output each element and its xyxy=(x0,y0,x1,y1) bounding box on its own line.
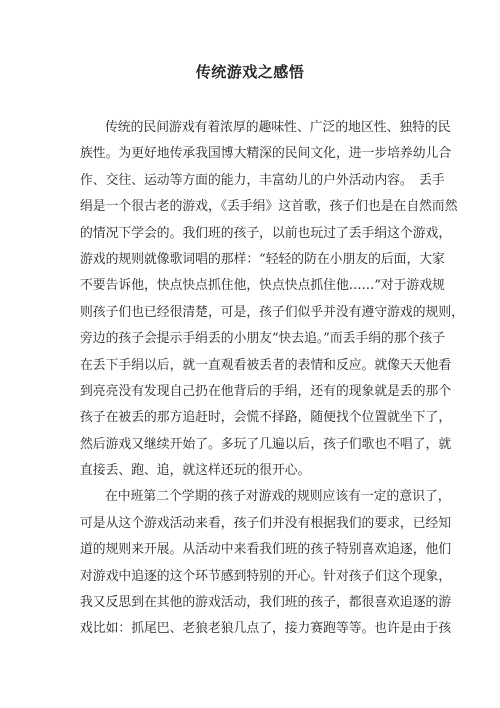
text-line: 族性。为更好地传承我国博大精深的民间文化，进一步培养幼儿合 xyxy=(80,146,452,162)
text-line: 直接丢、跑、追，就这样还玩的很开心。 xyxy=(80,463,311,479)
text-line: 在丢下手绢以后，就一直观看被丢者的表情和反应。就像天天他看 xyxy=(80,357,452,373)
text-line: 戏比如：抓尾巴、老狼老狼几点了，接力赛跑等等。也许是由于孩 xyxy=(80,621,452,637)
document-body xyxy=(80,115,464,643)
text-line: 孩子在被丢的那方追赶时，会慌不择路，随便找个位置就坐下了， xyxy=(80,410,452,426)
text-line: 到亮亮没有发现自己扔在他背后的手绢，还有的现象就是丢的那个 xyxy=(80,383,452,399)
text-line: 则孩子们也已经很清楚，可是，孩子们似乎并没有遵守游戏的规则， xyxy=(80,304,464,320)
text-line: 传统的民间游戏有着浓厚的趣味性、广泛的地区性、独特的民 xyxy=(105,120,451,135)
document-title: 传统游戏之感悟 xyxy=(195,63,305,81)
text-line: 作、交往、运动等方面的能力，丰富幼儿的户外活动内容。 丢手 xyxy=(80,172,445,188)
text-line: 不要告诉他，快点快点抓住他，快点快点抓住他……”对于游戏规 xyxy=(80,278,445,294)
text-line: 绢是一个很古老的游戏，《丢手绢》这首歌，孩子们也是在自然而然 xyxy=(80,199,458,215)
text-line: 对游戏中追逐的这个环节感到特别的开心。针对孩子们这个现象， xyxy=(80,568,452,584)
text-line: 可是从这个游戏活动来看，孩子们并没有根据我们的要求，已经知 xyxy=(80,515,452,531)
text-line: 道的规则来开展。从活动中来看我们班的孩子特别喜欢追逐，他们 xyxy=(80,542,452,558)
text-line: 然后游戏又继续开始了。多玩了几遍以后，孩子们歌也不唱了，就 xyxy=(80,436,452,452)
text-line: 我又反思到在其他的游戏活动，我们班的孩子，都很喜欢追逐的游 xyxy=(80,595,452,611)
text-line: 旁边的孩子会提示手绢丢的小朋友“快去追。”而丢手绢的那个孩子 xyxy=(80,331,445,347)
text-line: 的情况下学会的。我们班的孩子，以前也玩过了丢手绢这个游戏， xyxy=(80,225,452,241)
text-line: 在中班第二个学期的孩子对游戏的规则应该有一定的意识了， xyxy=(105,489,451,505)
text-line: 游戏的规则就像歌词唱的那样：“轻轻的防在小朋友的后面，大家 xyxy=(80,251,445,267)
